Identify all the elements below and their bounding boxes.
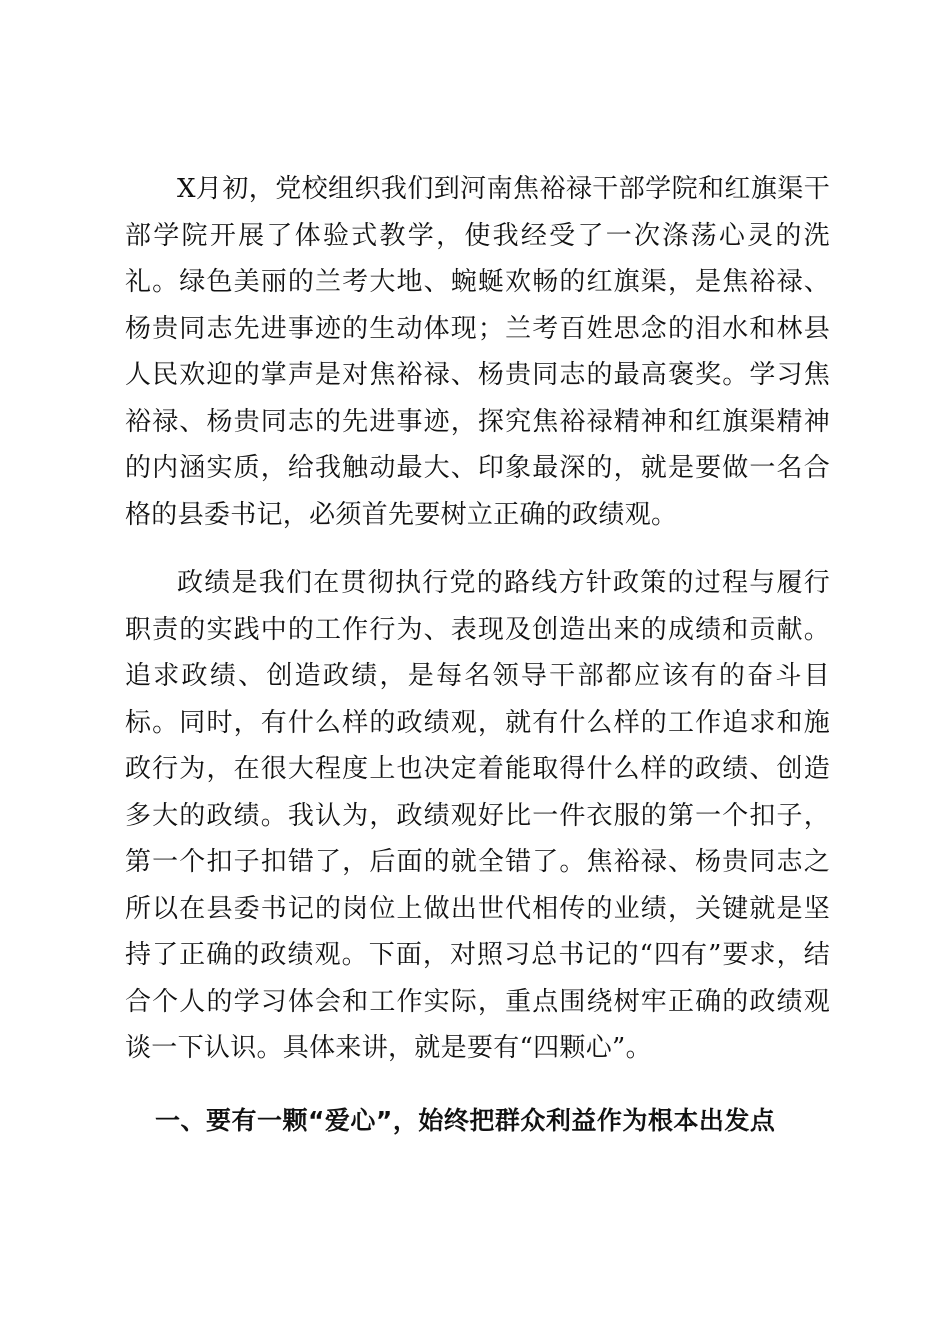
paragraph-political-achievement: 政绩是我们在贯彻执行党的路线方针政策的过程与履行职责的实践中的工作行为、表现及创造出来的成绩和贡献。追求政绩、创造政绩，是每名领导干部都应该有的奋斗目标。同时，有什么样的政绩观，就有什么样的工作追求和施政行为，在很大程度上也决定着能取得什么样的政绩、创造多大的政绩。我认为，政绩观好比一件衣服的第一个扣子，第一个扣子扣错了，后面的就全错了。焦裕禄、杨贵同志之所以在县委书记的岗位上做出世代相传的业绩，关键就是坚持了正确的政绩观。下面，对照习总书记的“四有”要求，结合个人的学习体会和工作实际，重点围绕树牢正确的政绩观谈一下认识。具体来讲，就是要有“四颗心”。 — [125, 568, 830, 1063]
document-body — [125, 166, 830, 1144]
paragraph-intro: X月初，党校组织我们到河南焦裕禄干部学院和红旗渠干部学院开展了体验式教学，使我经受了一次涤荡心灵的洗礼。绿色美丽的兰考大地、蜿蜒欢畅的红旗渠，是焦裕禄、杨贵同志先进事迹的生动体现；兰考百姓思念的泪水和林县人民欢迎的掌声是对焦裕禄、杨贵同志的最高褒奖。学习焦裕禄、杨贵同志的先进事迹，探究焦裕禄精神和红旗渠精神的内涵实质，给我触动最大、印象最深的，就是要做一名合格的县委书记，必须首先要树立正确的政绩观。 — [125, 174, 830, 530]
section-heading-1: 一、要有一颗“爱心”，始终把群众利益作为根本出发点 — [155, 1105, 776, 1135]
